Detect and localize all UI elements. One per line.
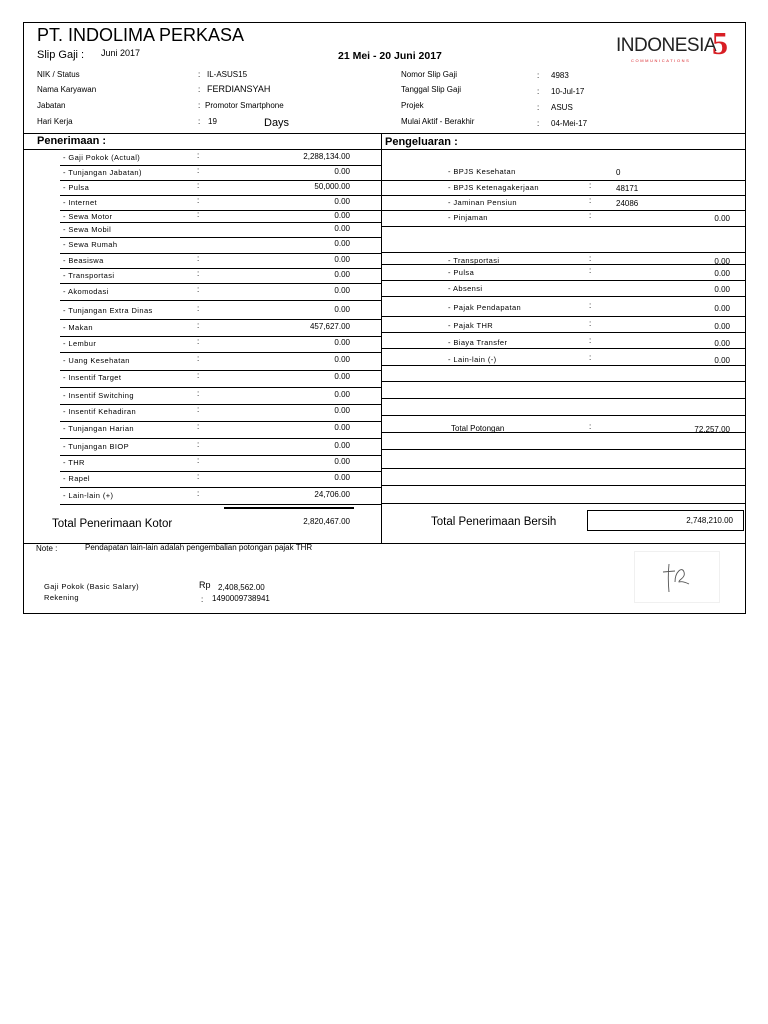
- earning-value: 0.00: [334, 211, 350, 220]
- earning-label: - Insentif Kehadiran: [63, 407, 137, 416]
- earning-label: - Tunjangan Extra Dinas: [63, 306, 153, 315]
- earning-colon: :: [197, 166, 200, 175]
- row-divider: [382, 398, 745, 399]
- earning-colon: :: [197, 181, 200, 190]
- earning-colon: :: [197, 371, 200, 380]
- gaji-pokok-currency: Rp: [199, 580, 211, 590]
- row-divider: [60, 180, 381, 181]
- deduction-value: 0.00: [714, 304, 730, 313]
- signature-image: [634, 551, 720, 603]
- row-divider: [382, 280, 745, 281]
- earning-value: 0.00: [334, 224, 350, 233]
- info-value: 4983: [551, 71, 569, 80]
- row-divider: [60, 487, 381, 488]
- info-value: ASUS: [551, 103, 573, 112]
- period: 21 Mei - 20 Juni 2017: [338, 50, 442, 62]
- info-value: 10-Jul-17: [551, 87, 585, 96]
- deduction-value: 24086: [616, 199, 639, 208]
- info-value: 04-Mei-17: [551, 119, 588, 128]
- row-divider: [382, 316, 745, 317]
- total-kotor-value: 2,820,467.00: [303, 517, 350, 526]
- info-label: Tanggal Slip Gaji: [401, 85, 462, 94]
- earning-label: - Beasiswa: [63, 256, 104, 265]
- row-divider: [60, 352, 381, 353]
- earning-colon: :: [197, 285, 200, 294]
- logo-text: INDONESIA: [616, 35, 717, 56]
- row-divider: [60, 237, 381, 238]
- deduction-value: 0.00: [714, 257, 730, 266]
- info-value: IL-ASUS15: [207, 70, 248, 79]
- row-divider: [382, 365, 745, 366]
- row-divider: [60, 195, 381, 196]
- row-divider: [60, 253, 381, 254]
- earning-colon: :: [197, 210, 200, 219]
- deduction-label: - Absensi: [448, 284, 483, 293]
- earning-label: - Tunjangan BIOP: [63, 442, 130, 451]
- row-divider: [60, 370, 381, 371]
- slip-label: Slip Gaji :: [37, 49, 85, 61]
- earning-label: - Insentif Switching: [63, 391, 134, 400]
- earning-value: 0.00: [334, 270, 350, 279]
- company-name: PT. INDOLIMA PERKASA: [37, 25, 245, 45]
- earning-value: 0.00: [334, 305, 350, 314]
- note-text: Pendapatan lain-lain adalah pengembalian potongan pajak THR: [85, 543, 313, 552]
- row-divider: [60, 268, 381, 269]
- earning-value: 0.00: [334, 338, 350, 347]
- earning-label: - Uang Kesehatan: [63, 356, 130, 365]
- info-label: Projek: [401, 101, 424, 110]
- row-divider: [382, 485, 745, 486]
- info-colon: :: [537, 71, 540, 80]
- deduction-label: - Biaya Transfer: [448, 338, 508, 347]
- row-divider: [382, 296, 745, 297]
- row-divider: [60, 319, 381, 320]
- divider: [24, 149, 745, 150]
- earning-value: 0.00: [334, 255, 350, 264]
- deduction-value: 0.00: [714, 322, 730, 331]
- deduction-value: 0.00: [714, 269, 730, 278]
- deduction-colon: :: [589, 301, 592, 310]
- row-divider: [60, 300, 381, 301]
- earning-colon: :: [197, 354, 200, 363]
- earning-label: - Sewa Rumah: [63, 240, 118, 249]
- earning-colon: :: [197, 472, 200, 481]
- earning-value: 0.00: [334, 197, 350, 206]
- pengeluaran-title: Pengeluaran :: [385, 136, 458, 148]
- logo-subtitle: COMMUNICATIONS: [631, 58, 691, 63]
- row-divider: [60, 387, 381, 388]
- deduction-label: - Transportasi: [448, 256, 500, 265]
- rekening-label: Rekening: [44, 593, 79, 602]
- deduction-value: 0: [616, 168, 621, 177]
- row-divider: [382, 195, 745, 196]
- deduction-colon: :: [589, 181, 592, 190]
- info-colon: :: [537, 103, 540, 112]
- earning-colon: :: [197, 405, 200, 414]
- row-divider: [60, 283, 381, 284]
- note-label: Note :: [36, 544, 58, 553]
- info-label: Hari Kerja: [37, 117, 73, 126]
- deduction-value: 48171: [616, 184, 639, 193]
- deduction-value: 0.00: [714, 339, 730, 348]
- earning-value: 457,627.00: [309, 322, 350, 331]
- deduction-label: - Pajak Pendapatan: [448, 303, 522, 312]
- deduction-colon: :: [589, 211, 592, 220]
- deduction-label: - Pulsa: [448, 268, 475, 277]
- deduction-colon: :: [589, 319, 592, 328]
- deduction-label: - Jaminan Pensiun: [448, 198, 517, 207]
- penerimaan-title: Penerimaan :: [37, 135, 107, 147]
- total-kotor-label: Total Penerimaan Kotor: [52, 518, 173, 530]
- info-colon: :: [198, 117, 201, 126]
- deduction-value: 0.00: [714, 356, 730, 365]
- info-unit: Days: [264, 117, 290, 129]
- info-value: 19: [208, 117, 217, 126]
- rekening-value: 1490009738941: [212, 594, 270, 603]
- earning-label: - Sewa Mobil: [63, 225, 112, 234]
- info-label: Mulai Aktif - Berakhir: [401, 117, 475, 126]
- row-divider: [382, 210, 745, 211]
- earning-label: - Transportasi: [63, 271, 115, 280]
- info-label: Jabatan: [37, 101, 66, 110]
- row-divider: [382, 332, 745, 333]
- info-colon: :: [537, 87, 540, 96]
- earning-label: - Makan: [63, 323, 93, 332]
- deduction-label: - Pajak THR: [448, 321, 494, 330]
- deduction-colon: :: [589, 196, 592, 205]
- deduction-colon: :: [589, 254, 592, 263]
- row-divider: [382, 348, 745, 349]
- earning-label: - Tunjangan Harian: [63, 424, 134, 433]
- deduction-colon: :: [589, 422, 592, 431]
- total-bersih-box: [587, 510, 744, 531]
- total-underline: [224, 507, 354, 509]
- earning-label: - Lembur: [63, 339, 97, 348]
- earning-value: 50,000.00: [314, 182, 350, 191]
- earning-label: - Insentif Target: [63, 373, 122, 382]
- earning-colon: :: [197, 440, 200, 449]
- earning-value: 0.00: [334, 457, 350, 466]
- row-divider: [60, 404, 381, 405]
- row-divider: [60, 222, 381, 223]
- total-bersih-value: 2,748,210.00: [686, 516, 733, 525]
- info-value: Promotor Smartphone: [205, 101, 284, 110]
- earning-value: 0.00: [334, 372, 350, 381]
- earning-label: - THR: [63, 458, 85, 467]
- earning-value: 0.00: [334, 239, 350, 248]
- earning-colon: :: [197, 337, 200, 346]
- row-divider: [382, 468, 745, 469]
- earning-colon: :: [197, 456, 200, 465]
- deduction-label: - BPJS Ketenagakerjaan: [448, 183, 539, 192]
- earning-colon: :: [197, 422, 200, 431]
- earning-label: - Internet: [63, 198, 98, 207]
- row-divider: [60, 471, 381, 472]
- deduction-label: - Pinjaman: [448, 213, 488, 222]
- earning-colon: :: [197, 321, 200, 330]
- row-divider: [60, 336, 381, 337]
- earning-label: - Sewa Motor: [63, 212, 113, 221]
- deduction-value: 0.00: [714, 285, 730, 294]
- earning-value: 2,288,134.00: [303, 152, 350, 161]
- earning-value: 0.00: [334, 406, 350, 415]
- total-bersih-label: Total Penerimaan Bersih: [431, 516, 557, 528]
- signature-icon: [635, 552, 719, 602]
- row-divider: [382, 415, 745, 416]
- row-divider: [60, 504, 381, 505]
- row-divider: [60, 438, 381, 439]
- gaji-pokok-value: 2,408,562.00: [218, 583, 265, 592]
- earning-label: - Pulsa: [63, 183, 90, 192]
- earning-value: 0.00: [334, 473, 350, 482]
- earning-value: 0.00: [334, 286, 350, 295]
- earning-value: 0.00: [334, 441, 350, 450]
- earning-colon: :: [197, 151, 200, 160]
- earning-colon: :: [197, 389, 200, 398]
- info-value: FERDIANSYAH: [207, 84, 271, 94]
- earning-value: 0.00: [334, 355, 350, 364]
- earning-label: - Akomodasi: [63, 287, 109, 296]
- deduction-value: 72,257.00: [694, 425, 730, 434]
- row-divider: [382, 381, 745, 382]
- rekening-colon: :: [201, 595, 204, 604]
- info-colon: :: [537, 119, 540, 128]
- row-divider: [60, 421, 381, 422]
- row-divider: [382, 503, 745, 504]
- earning-label: - Gaji Pokok (Actual): [63, 153, 141, 162]
- info-label: NIK / Status: [37, 70, 80, 79]
- earning-colon: :: [197, 269, 200, 278]
- earning-label: - Tunjangan Jabatan): [63, 168, 142, 177]
- deduction-colon: :: [589, 353, 592, 362]
- earning-value: 0.00: [334, 423, 350, 432]
- deduction-label: - Lain-lain (-): [448, 355, 497, 364]
- info-colon: :: [198, 101, 201, 110]
- row-divider: [60, 455, 381, 456]
- deduction-label: Total Potongan: [451, 424, 505, 433]
- info-colon: :: [198, 70, 201, 79]
- slip-month: Juni 2017: [101, 48, 141, 58]
- info-colon: :: [198, 85, 201, 94]
- earning-value: 24,706.00: [314, 490, 350, 499]
- deduction-value: 0.00: [714, 214, 730, 223]
- deduction-colon: :: [589, 336, 592, 345]
- row-divider: [382, 252, 745, 253]
- gaji-pokok-label: Gaji Pokok (Basic Salary): [44, 582, 140, 591]
- salary-slip: [23, 22, 746, 614]
- row-divider: [382, 226, 745, 227]
- divider: [24, 133, 745, 134]
- info-label: Nomor Slip Gaji: [401, 70, 458, 79]
- row-divider: [382, 449, 745, 450]
- earning-label: - Lain-lain (+): [63, 491, 114, 500]
- logo-five: 5: [712, 25, 728, 61]
- row-divider: [60, 165, 381, 166]
- deduction-colon: :: [589, 266, 592, 275]
- earning-colon: :: [197, 304, 200, 313]
- row-divider: [382, 180, 745, 181]
- earning-label: - Rapel: [63, 474, 90, 483]
- earning-colon: :: [197, 254, 200, 263]
- earning-colon: :: [197, 196, 200, 205]
- earning-value: 0.00: [334, 167, 350, 176]
- info-label: Nama Karyawan: [37, 85, 97, 94]
- earning-value: 0.00: [334, 390, 350, 399]
- deduction-label: - BPJS Kesehatan: [448, 167, 516, 176]
- earning-colon: :: [197, 489, 200, 498]
